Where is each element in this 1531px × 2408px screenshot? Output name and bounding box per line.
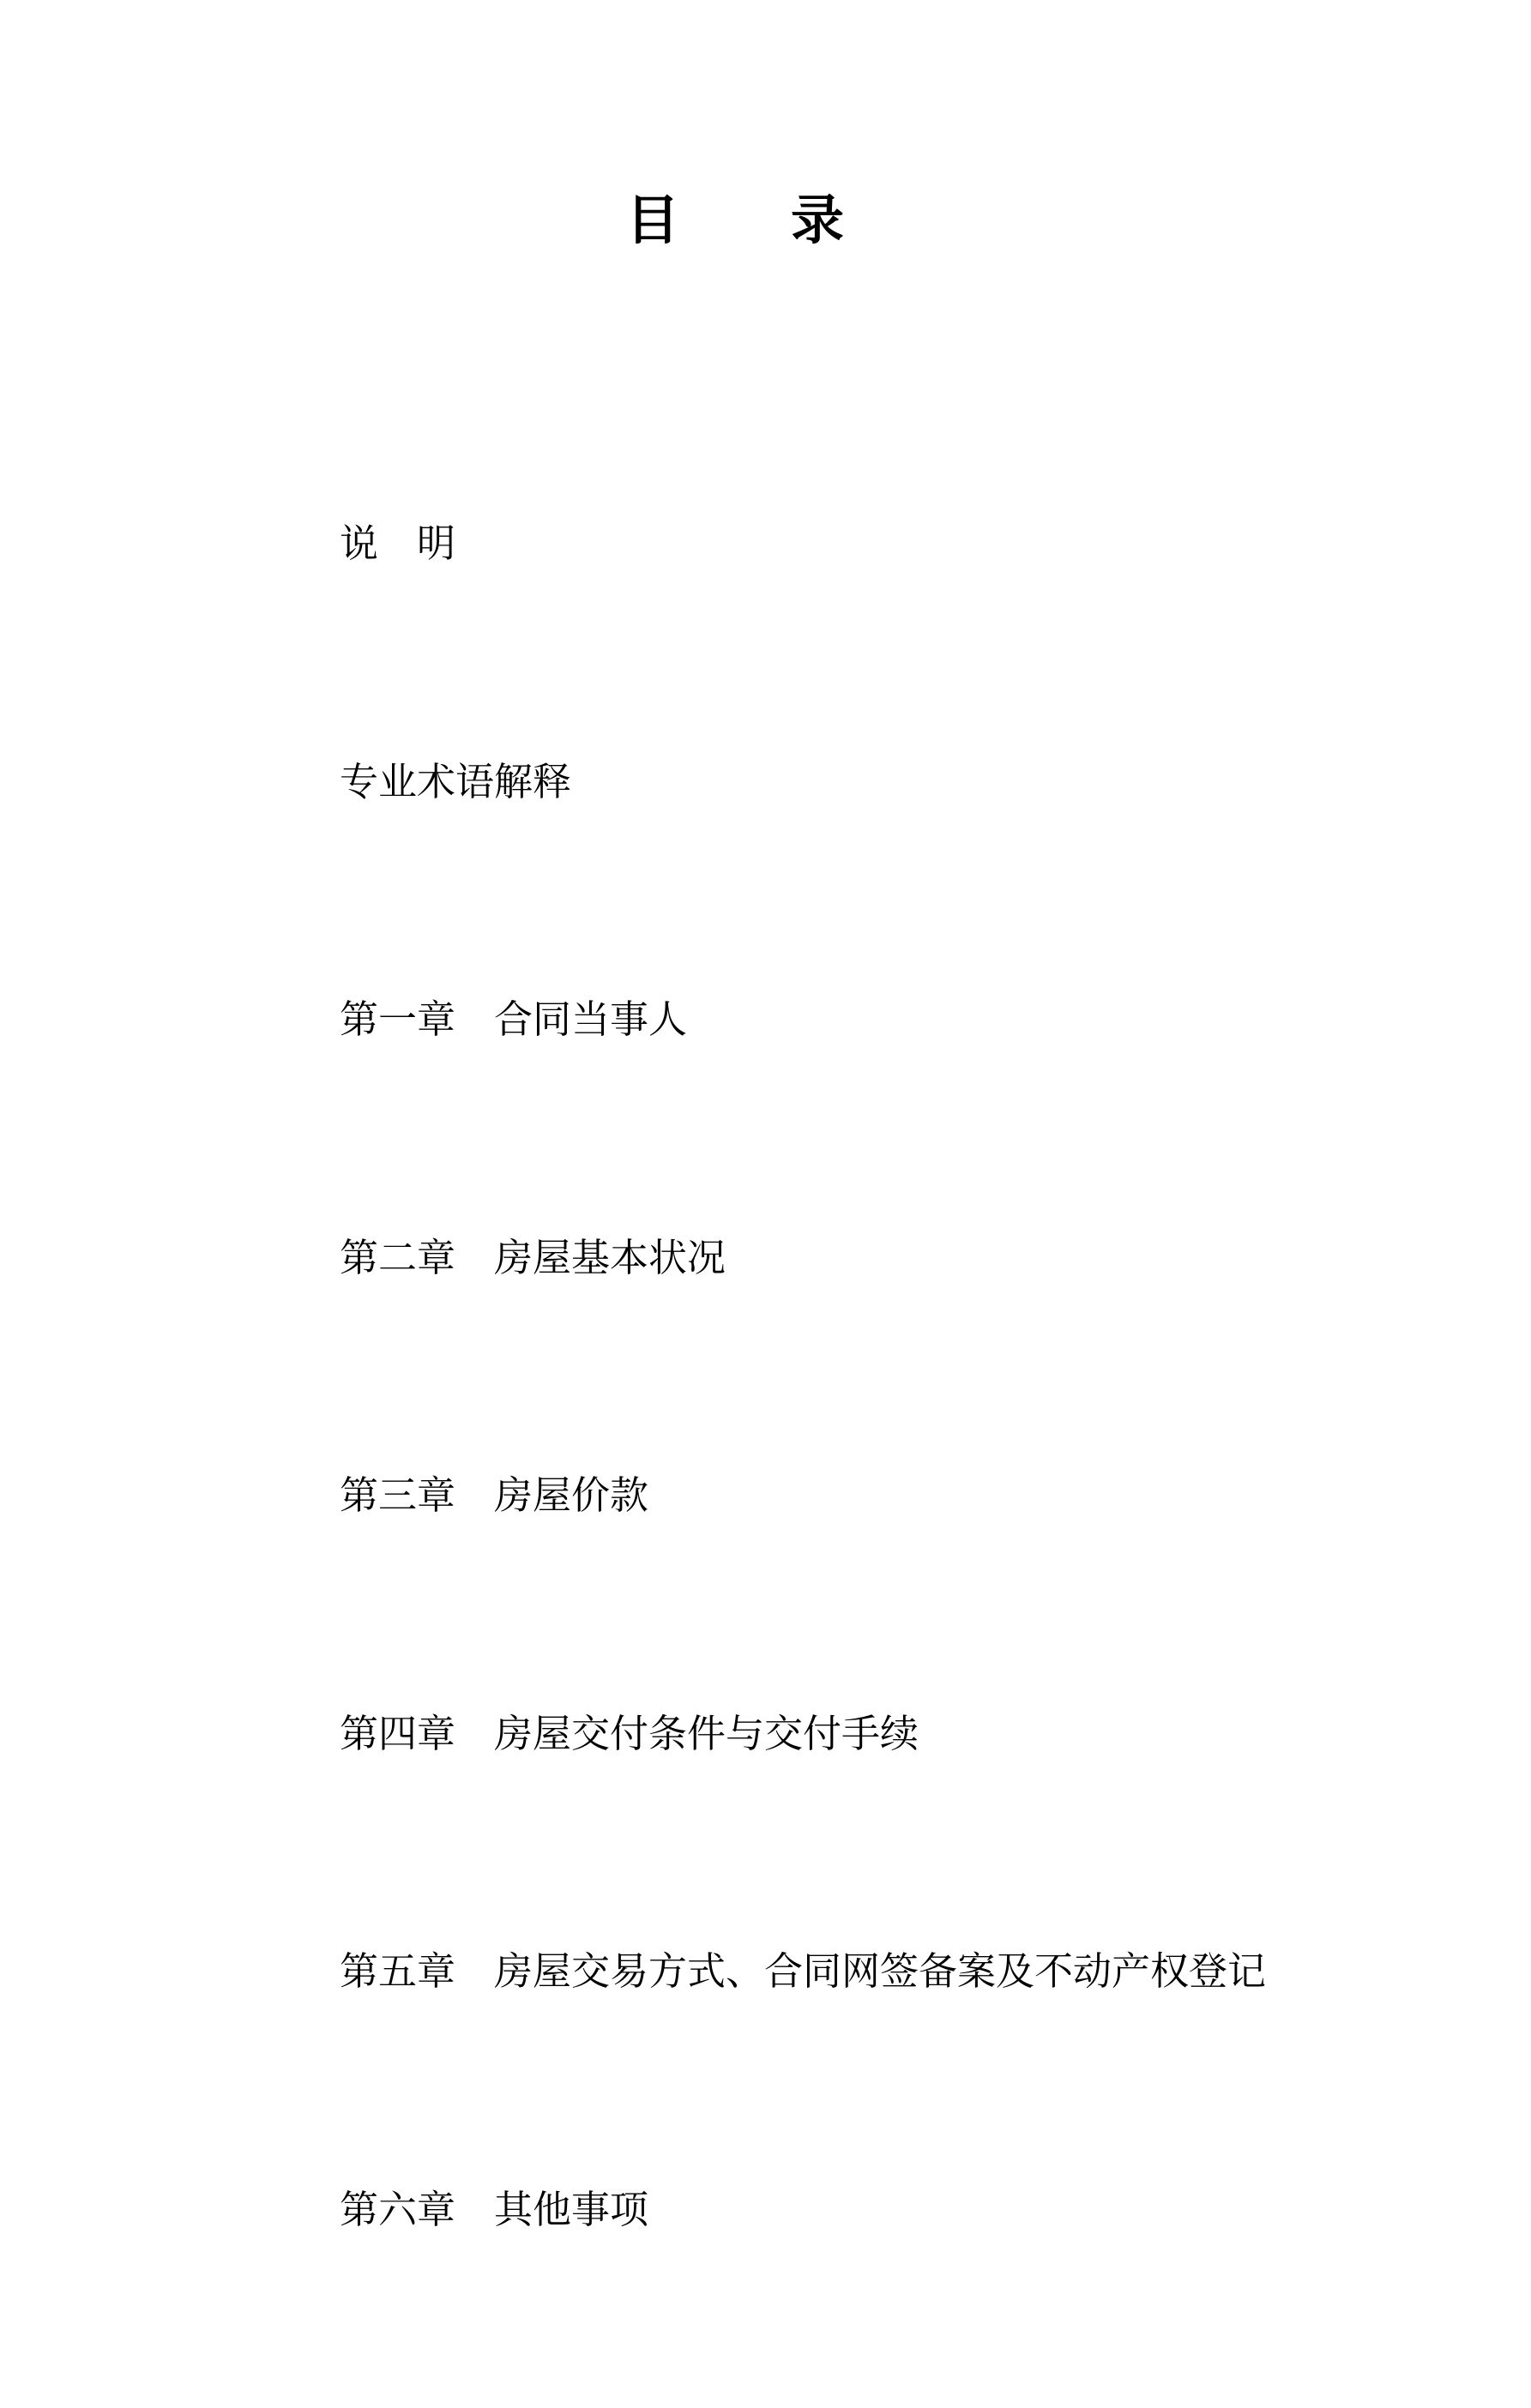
toc-item-chapter-1: 第一章 合同当事人 [340, 998, 688, 1041]
toc-item-chapter-4: 第四章 房屋交付条件与交付手续 [340, 1712, 919, 1755]
toc-item-preface: 说 明 [340, 522, 456, 565]
toc-item-terminology: 专业术语解释 [340, 760, 572, 804]
toc-item-chapter-5: 第五章 房屋交易方式、合同网签备案及不动产权登记 [340, 1950, 1267, 1993]
toc-item-chapter-2: 第二章 房屋基本状况 [340, 1236, 726, 1279]
toc-item-chapter-6: 第六章 其他事项 [340, 2188, 649, 2231]
toc-title: 目 录 [625, 192, 846, 250]
toc-list [340, 346, 1420, 2408]
toc-item-chapter-3: 第三章 房屋价款 [340, 1474, 649, 1517]
